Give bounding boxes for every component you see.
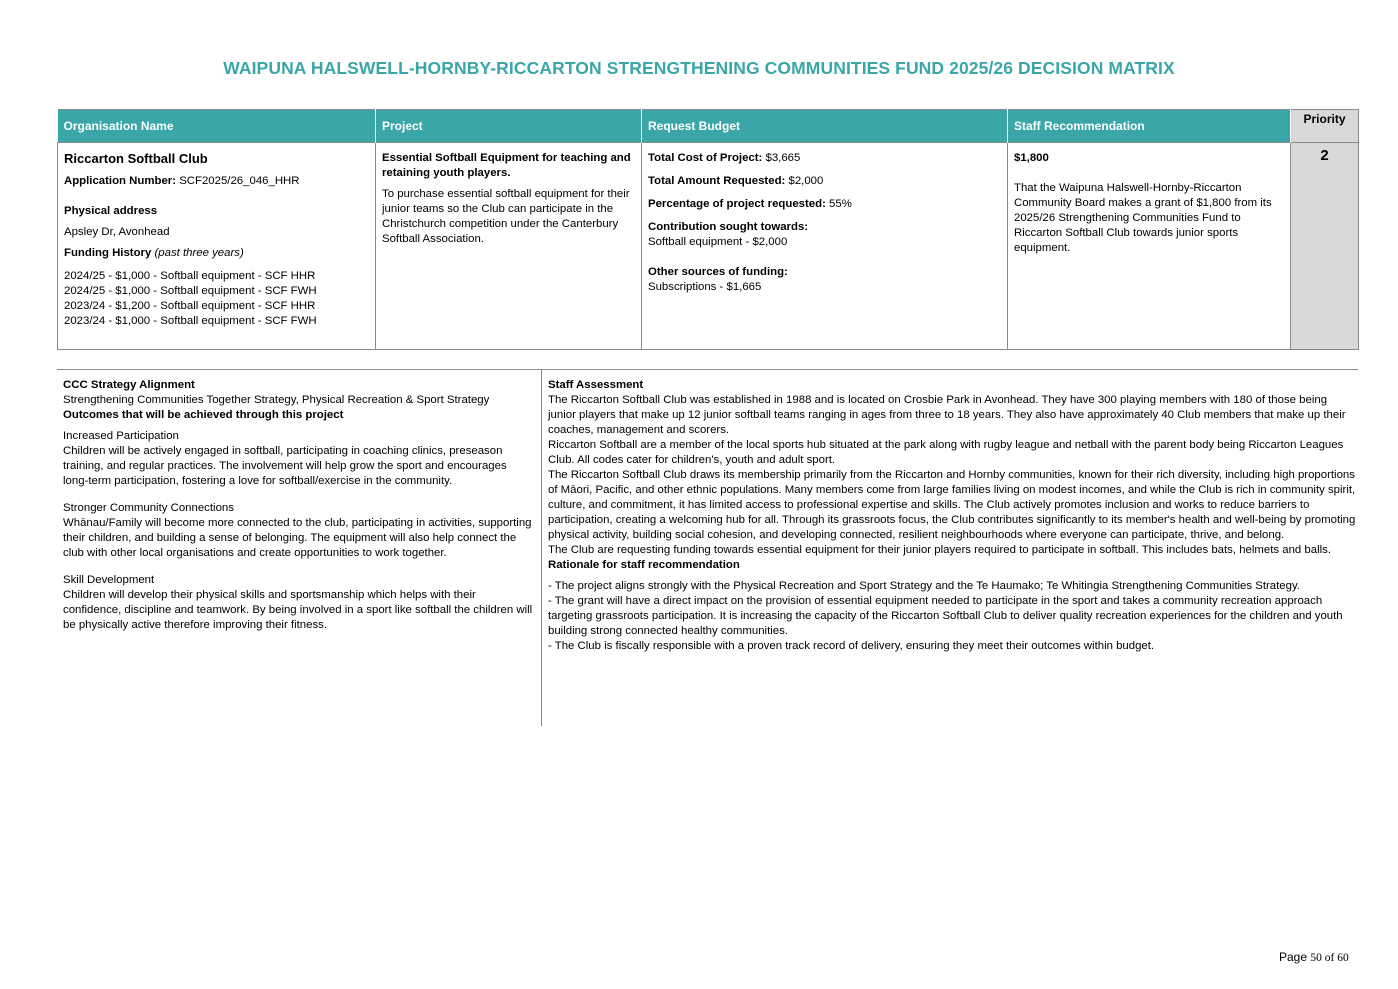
outcomes-heading: Outcomes that will be achieved through this project — [63, 409, 344, 421]
amount-requested-label: Total Amount Requested: — [648, 175, 786, 187]
header-project: Project — [376, 110, 642, 143]
outcome-text: Children will be actively engaged in softball, participating in coaching clinics, preseason training, and regular practices. The involvement will help grow the sport and encourages long-term participation, fostering a love for softball/exercise in the community. — [63, 445, 507, 487]
page-footer — [1279, 950, 1349, 964]
assessment-paragraph: The Riccarton Softball Club was established in 1988 and is located on Crosbie Park in Avonhead. They have 300 playing members with 180 of those being junior players that make up 12 junior softball teams ranging in ages from three to 18 years. They also have approximately 40 Club members that make up their coaches, management and scorers. — [548, 394, 1346, 436]
percentage-requested-value: 55% — [829, 198, 852, 210]
assessment-paragraph: The Club are requesting funding towards essential equipment for their junior players required to participate in softball. This includes bats, helmets and balls. — [548, 544, 1332, 556]
other-funding-label: Other sources of funding: — [648, 266, 788, 278]
organisation-name: Riccarton Softball Club — [64, 151, 208, 166]
list-item: - The grant will have a direct impact on the provision of essential equipment needed to participate in the sport and takes a community recreation approach targeting grassroots participation. It is increasing the capacity of the Riccarton Softball Club to deliver quality recreation experiences for the children and youth building strong connected healthy communities. — [548, 595, 1343, 637]
recommended-amount: $1,800 — [1014, 152, 1049, 164]
assessment-section — [57, 369, 1358, 726]
project-cell — [376, 143, 642, 350]
staff-assessment-column — [542, 370, 1364, 654]
header-priority: Priority — [1291, 110, 1359, 143]
amount-requested-value: $2,000 — [788, 175, 824, 187]
outcome-text: Whānau/Family will become more connected to the club, participating in activities, supporting their children, and building a sense of belonging. The equipment will also help connect the club with other local organisations and create opportunities to work together. — [63, 517, 532, 559]
other-funding-value: Subscriptions - $1,665 — [648, 281, 762, 293]
physical-address-label: Physical address — [64, 205, 158, 217]
total-cost-value: $3,665 — [765, 152, 801, 164]
header-organisation-name: Organisation Name — [58, 110, 376, 143]
priority-value: 2 — [1291, 143, 1359, 350]
outcome-item — [63, 573, 535, 633]
recommendation-text: That the Waipuna Halswell-Hornby-Riccarton Community Board makes a grant of $1,800 from its 2025/26 Strengthening Communities Fund to Riccarton Softball Club towards junior sports equipment. — [1014, 182, 1272, 254]
outcome-text: Children will develop their physical skills and sportsmanship which helps with their confidence, discipline and teamwork. By being involved in a sport like softball the children will be physically active therefore improving their fitness. — [63, 589, 533, 631]
page-number: 50 of 60 — [1310, 952, 1349, 964]
project-title: Essential Softball Equipment for teaching and retaining youth players. — [382, 152, 631, 179]
strategy-text: Strengthening Communities Together Strategy, Physical Recreation & Sport Strategy — [63, 394, 490, 406]
strategy-heading: CCC Strategy Alignment — [63, 379, 195, 391]
rationale-list — [548, 579, 1358, 654]
list-item: 2023/24 - $1,200 - Softball equipment - SCF HHR — [64, 300, 316, 312]
application-number-label: Application Number: — [64, 175, 177, 187]
funding-history-list — [64, 269, 369, 329]
rationale-heading: Rationale for staff recommendation — [548, 559, 740, 571]
budget-cell — [642, 143, 1008, 350]
list-item: 2023/24 - $1,000 - Softball equipment - SCF FWH — [64, 315, 317, 327]
table-header-row — [58, 110, 1359, 143]
contribution-label: Contribution sought towards: — [648, 221, 809, 233]
funding-history-label: Funding History — [64, 247, 152, 259]
list-item: 2024/25 - $1,000 - Softball equipment - SCF HHR — [64, 270, 316, 282]
page-title: WAIPUNA HALSWELL-HORNBY-RICCARTON STRENGTHENING COMMUNITIES FUND 2025/26 DECISION MATRIX — [223, 58, 1175, 78]
outcome-title: Stronger Community Connections — [63, 502, 234, 514]
staff-recommendation-cell — [1008, 143, 1291, 350]
decision-matrix-table — [57, 109, 1359, 350]
header-request-budget: Request Budget — [642, 110, 1008, 143]
application-number: SCF2025/26_046_HHR — [179, 175, 300, 187]
staff-assessment-heading: Staff Assessment — [548, 379, 644, 391]
strategy-column — [57, 370, 542, 726]
physical-address: Apsley Dr, Avonhead — [64, 226, 170, 238]
header-staff-recommendation: Staff Recommendation — [1008, 110, 1291, 143]
page-label: Page — [1279, 950, 1308, 964]
percentage-requested-label: Percentage of project requested: — [648, 198, 826, 210]
project-description: To purchase essential softball equipment for their junior teams so the Club can participate in the Christchurch competition under the Canterbury Softball Association. — [382, 188, 630, 245]
outcome-title: Increased Participation — [63, 430, 179, 442]
list-item: - The Club is fiscally responsible with a proven track record of delivery, ensuring they meet their outcomes within budget. — [548, 640, 1155, 652]
total-cost-label: Total Cost of Project: — [648, 152, 763, 164]
list-item: 2024/25 - $1,000 - Softball equipment - SCF FWH — [64, 285, 317, 297]
contribution-value: Softball equipment - $2,000 — [648, 236, 788, 248]
list-item: - The project aligns strongly with the Physical Recreation and Sport Strategy and the Te Haumako; Te Whitingia Strengthening Communities Strategy. — [548, 580, 1300, 592]
assessment-paragraph: Riccarton Softball are a member of the local sports hub situated at the park along with rugby league and netball with the parent body being Riccarton Leagues Club. All codes cater for children's, youth and adult sport. — [548, 439, 1344, 466]
outcome-item — [63, 429, 535, 489]
outcome-item — [63, 501, 535, 561]
organisation-cell — [58, 143, 376, 350]
outcome-title: Skill Development — [63, 574, 155, 586]
assessment-paragraph: The Riccarton Softball Club draws its membership primarily from the Riccarton and Hornby communities, known for their rich diversity, including high proportions of Māori, Pacific, and other ethnic populations. Many members come from large families living on modest incomes, and while the Club is rich in community spirit, culture, and commitment, it has limited access to professional expertise and skills. The Club actively promotes inclusion and works to reduce barriers to participation, creating a welcoming hub for all. Through its grassroots focus, the Club contributes significantly to its member's health and well-being by promoting physical activity, building social cohesion, and developing connected, resilient neighbourhoods where everyone can participate, thrive, and belong. — [548, 469, 1356, 541]
table-row — [58, 143, 1359, 350]
funding-history-note: (past three years) — [154, 247, 244, 259]
